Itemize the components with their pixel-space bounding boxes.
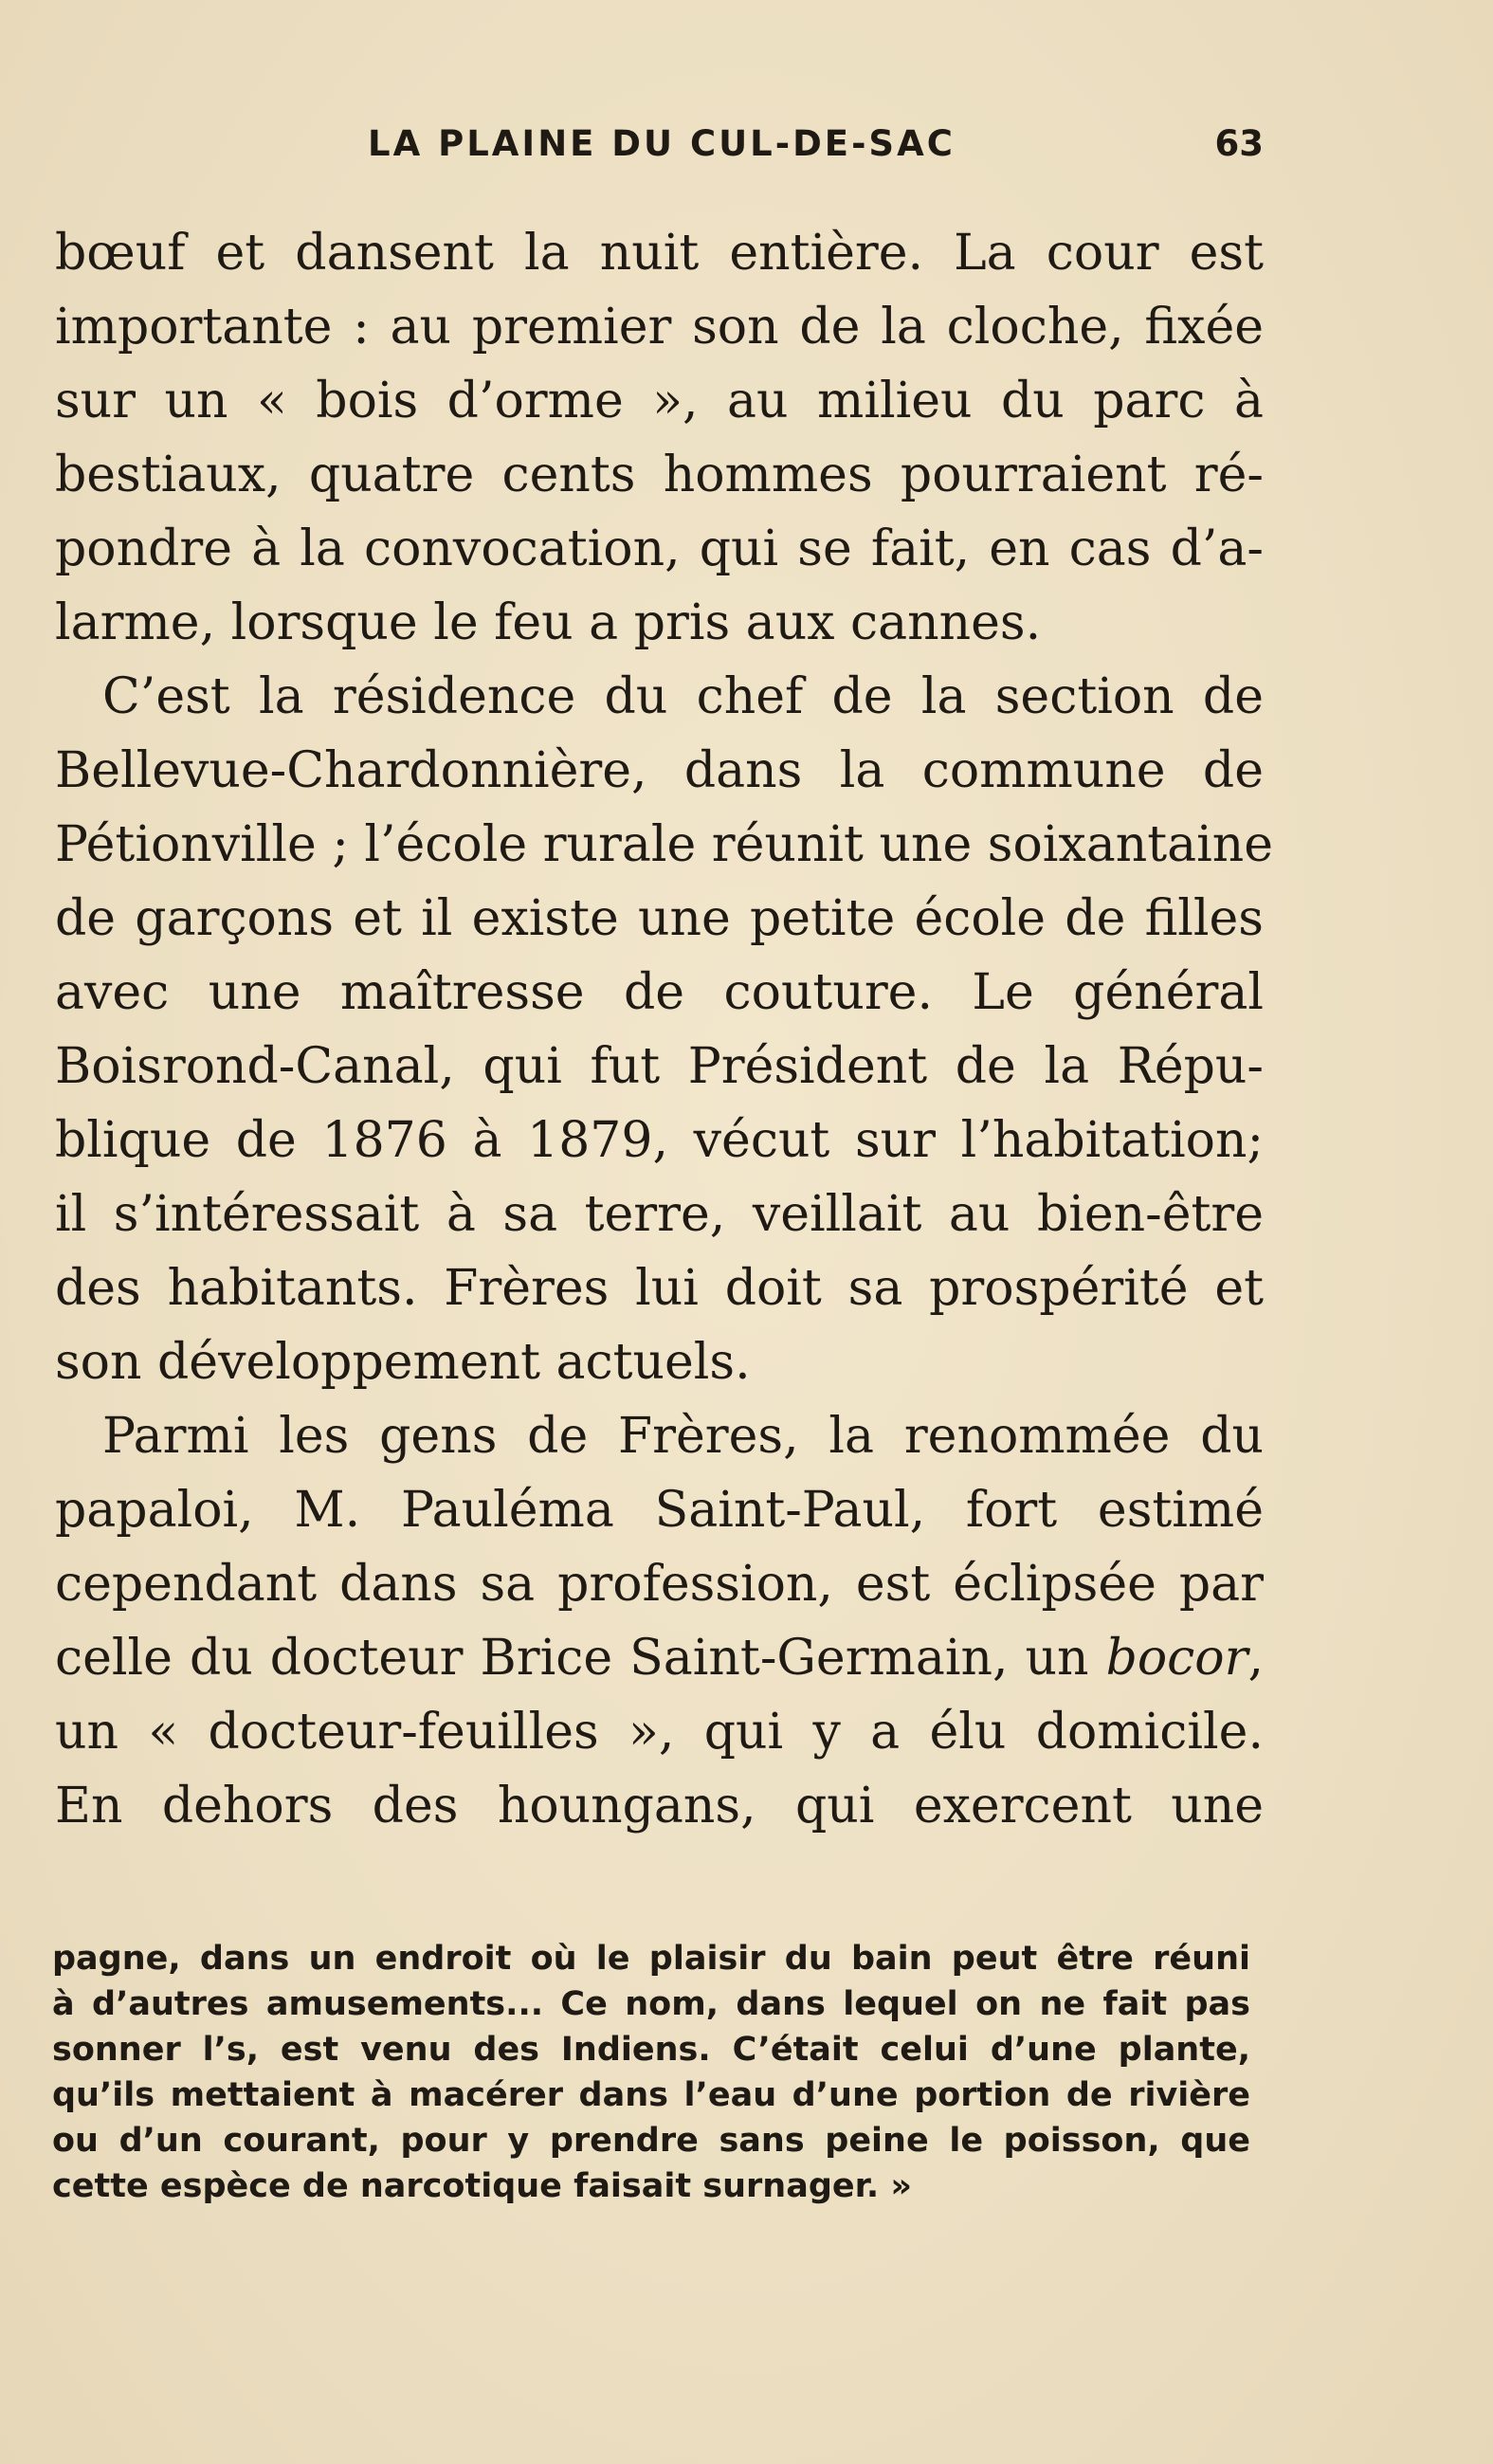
text-line: pondre à la convocation, qui se fait, en cas d’a- [55, 520, 1264, 577]
text-line-with-italic [55, 1621, 1264, 1695]
text-line: cependant dans sa profession, est éclipsée par [55, 1556, 1264, 1613]
text-line: blique de 1876 à 1879, vécut sur l’habitation; [55, 1112, 1264, 1169]
text-line: importante : au premier son de la cloche, fixée [55, 299, 1264, 356]
text-line: Boisrond-Canal, qui fut Président de la Répu- [55, 1038, 1264, 1095]
page-number: 63 [1214, 123, 1264, 164]
text-line: des habitants. Frères lui doit sa prospérité et [55, 1260, 1264, 1317]
italic-word: bocor [1105, 1630, 1248, 1687]
text-line: larme, lorsque le feu a pris aux cannes. [55, 594, 1042, 651]
text-line: de garçons et il existe une petite école de filles [55, 890, 1264, 947]
text-line: Pétionville ; l’école rurale réunit une soixantaine [55, 816, 1273, 873]
text-segment: celle du docteur Brice Saint-Germain, un [55, 1630, 1106, 1687]
text-line: sur un « bois d’orme », au milieu du parc à [55, 373, 1264, 429]
footnote-line: à d’autres amusements... Ce nom, dans lequel on ne fait pas [52, 1985, 1250, 2023]
text-line: Bellevue-Chardonnière, dans la commune de [55, 742, 1264, 799]
paragraph-start-line: C’est la résidence du chef de la section de [102, 668, 1264, 725]
paragraph-start-line: Parmi les gens de Frères, la renommée du [102, 1408, 1264, 1465]
text-line: un « docteur-feuilles », qui y a élu domicile. [55, 1704, 1264, 1761]
footnote-line: sonner l’s, est venu des Indiens. C’était celui d’une plante, [52, 2031, 1250, 2069]
text-line: son développement actuels. [55, 1334, 751, 1391]
text-line: papaloi, M. Pauléma Saint-Paul, fort estimé [55, 1482, 1264, 1539]
text-line: En dehors des houngans, qui exercent une [55, 1778, 1264, 1834]
text-line: bœuf et dansent la nuit entière. La cour est [55, 225, 1264, 282]
footnote-line: cette espèce de narcotique faisait surnager. » [52, 2167, 912, 2205]
footnote [52, 1936, 1250, 2209]
running-head [55, 123, 1264, 180]
footnote-line: ou d’un courant, pour y prendre sans peine le poisson, que [52, 2122, 1250, 2160]
text-line: avec une maîtresse de couture. Le général [55, 964, 1264, 1021]
body-text [55, 216, 1273, 1843]
running-title: LA PLAINE DU CUL-DE-SAC [368, 123, 956, 164]
text-line: il s’intéressait à sa terre, veillait au bien-être [55, 1186, 1264, 1243]
text-segment: , [1247, 1630, 1264, 1687]
footnote-line: pagne, dans un endroit où le plaisir du bain peut être réuni [52, 1940, 1250, 1978]
footnote-line: qu’ils mettaient à macérer dans l’eau d’une portion de rivière [52, 2076, 1250, 2114]
text-line: bestiaux, quatre cents hommes pourraient ré- [55, 447, 1264, 503]
